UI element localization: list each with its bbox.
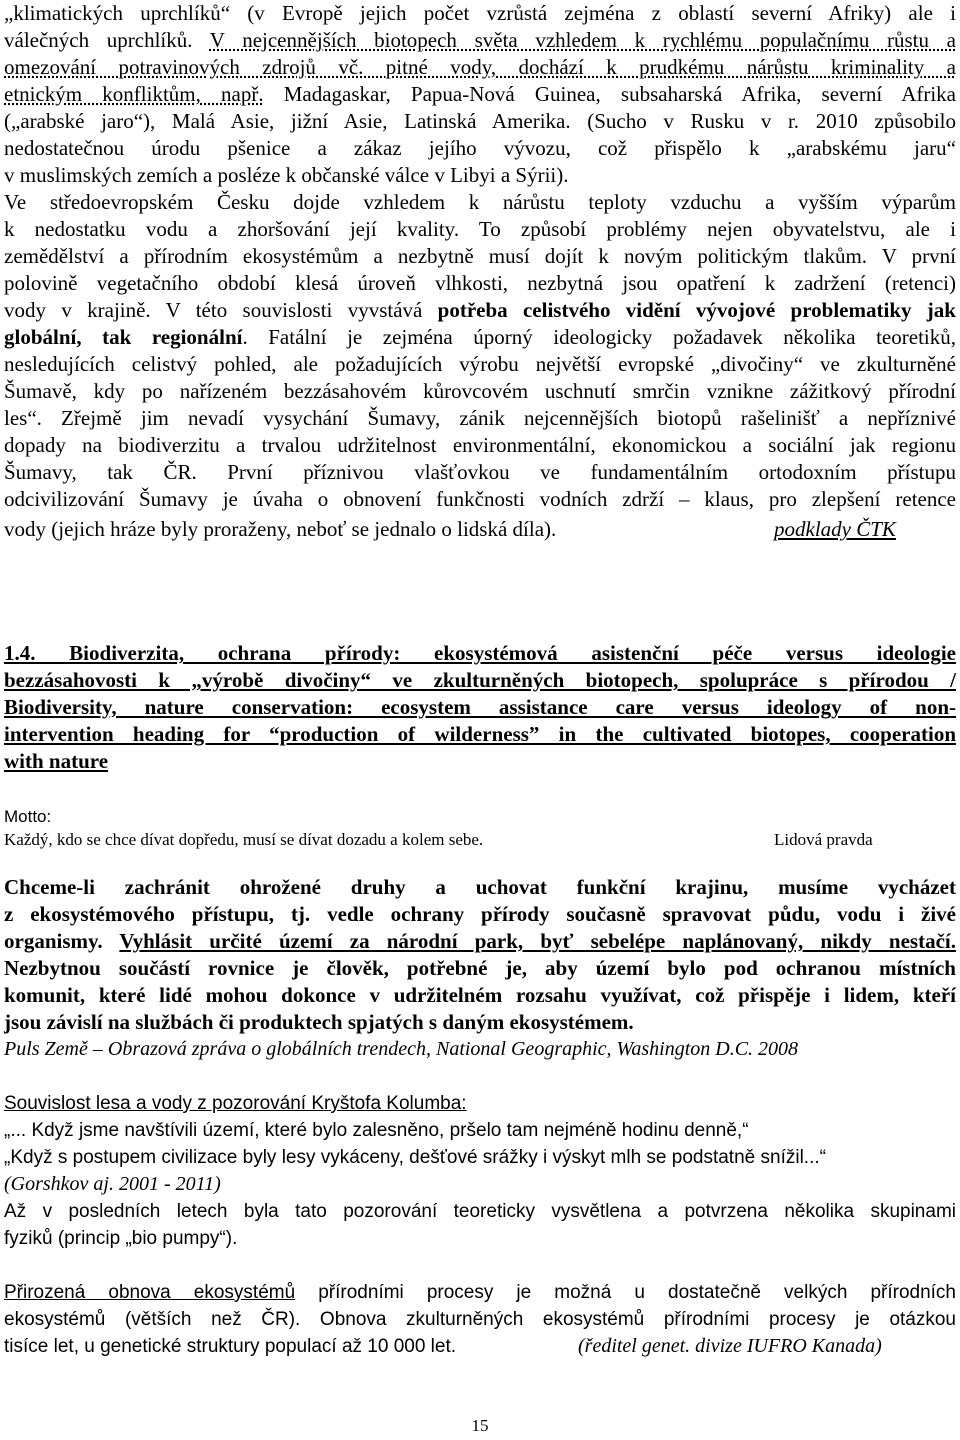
text-line: Nezbytnou součástí rovnice je člověk, potřebné je, aby území bylo pod ochranou místních [4,956,956,980]
source-citation: podklady ČTK [774,517,896,541]
subsection-title: Souvislost lesa a vody z pozorování Kryštofa Kolumba: [4,1093,467,1114]
motto-text: Každý, kdo se chce dívat dopředu, musí se dívat dozadu a kolem sebe. [4,830,484,849]
section-heading: intervention heading for “production of wilderness” in the cultivated biotopes, cooperation [4,722,956,746]
source-citation: Puls Země – Obrazová zpráva o globálních trendech, National Geographic, Washington D.C. 2008 [4,1038,799,1060]
text-line: Šumavě, kdy po nařízeném bezzásahovém kůrovcovém uschnutí smrčin vznikne zážitkový přírodní [4,379,956,403]
source-citation: (ředitel genet. divize IUFRO Kanada) [578,1335,882,1357]
text-line: odcivilizování Šumavy je úvaha o obnovení funkčnosti vodních zdrží – klaus, pro zlepšení retence [4,487,956,511]
motto-source: Lidová pravda [774,830,873,849]
text-line: les“. Zřejmě jim nevadí vysychání Šumavy, zánik nejcennějších biotopů rašelinišť a nepříznivé [4,406,956,430]
text-line: Ve středoevropském Česku dojde vzhledem k nárůstu teploty vzduchu a vyšším výparům [4,190,956,214]
text-line: („arabské jaro“), Malá Asie, jižní Asie, Latinská Amerika. (Sucho v Rusku v r. 2010 způsobilo [4,109,956,133]
text-line: nedostatečnou úrodu pšenice a zákaz jejího vývozu, což přispělo k „arabskému jaru“ [4,136,956,160]
text-line: globální, tak regionální. Fatální je zejména úporný ideologicky požadavek několika teoretiků, [4,325,956,349]
text-line: válečných uprchlíků. V nejcennějších biotopech světa vzhledem k rychlému populačnímu růstu a [4,28,956,52]
section-heading: Biodiversity, nature conservation: ecosystem assistance care versus ideology of non- [4,695,956,719]
text-line: tisíce let, u genetické struktury populací až 10 000 let. [4,1336,457,1357]
text-line: jsou závislí na službách či produktech spjatých s daným ekosystémem. [4,1010,634,1034]
text-line: Chceme-li zachránit ohrožené druhy a uchovat funkční krajinu, musíme vycházet [4,875,956,899]
text-line: etnickým konfliktům, např. Madagaskar, Papua-Nová Guinea, subsaharská Afrika, severní Afrika [4,82,956,106]
text-line: Až v posledních letech byla tato pozorování teoreticky vysvětlena a potvrzena několika skupinami [4,1201,956,1222]
text-line: komunit, které lidé mohou dokonce v udržitelném rozsahu využívat, což přispěje i lidem, kteří [4,983,956,1007]
text-line: organismy. Vyhlásit určité území za národní park, byť sebelépe naplánovaný, nikdy nestačí. [4,929,956,953]
quote-line: „... Když jsme navštívili území, které bylo zalesněno, pršelo tam nejméně hodinu denně,“ [4,1120,749,1141]
text-line: zemědělství a přírodním ekosystémům a nezbytně musí dojít k novým politickým tlakům. V první [4,244,956,268]
source-citation: (Gorshkov aj. 2001 - 2011) [4,1173,221,1195]
text-line: ekosystémů (větších než ČR). Obnova zkulturněných ekosystémů přírodními procesy je otázkou [4,1309,956,1330]
text-line: Šumavy, tak ČR. První příznivou vlašťovkou ve fundamentálním ortodoxním přístupu [4,460,956,484]
section-heading: bezzásahovosti k „výrobě divočiny“ ve zkulturněných biotopech, spolupráce s přírodou / [4,668,956,692]
text-line: polovině vegetačního období klesá úroveň vlhkosti, nezbytná jsou opatření k zadržení (retenci) [4,271,956,295]
text-line: Přirozená obnova ekosystémů přírodními procesy je možná u dostatečně velkých přírodních [4,1282,957,1303]
section-heading: with nature [4,749,109,773]
motto-label: Motto: [4,807,52,826]
text-line: „klimatických uprchlíků“ (v Evropě jejich počet vzrůstá zejména z oblastí severní Afriky) ale i [4,1,956,25]
text-line: nesledujících celistvý pohled, ale požadujících výrobu největší evropské „divočiny“ ve zkulturněné [4,352,956,376]
text-line: v muslimských zemích a posléze k občanské válce v Libyi a Sýrii). [4,163,569,187]
quote-line: „Když s postupem civilizace byly lesy vykáceny, dešťové srážky i výskyt mlh se podstatně snížil...“ [4,1147,826,1168]
text-line: vody (jejich hráze byly proraženy, neboť se jednalo o lidská díla). [4,517,557,541]
text-line: omezování potravinových zdrojů vč. pitné vody, dochází k prudkému nárůstu kriminality a [4,55,956,79]
text-line: z ekosystémového přístupu, tj. vedle ochrany přírody současně spravovat půdu, vodu i živé [4,902,956,926]
text-line: dopady na biodiverzitu a trvalou udržitelnost environmentální, ekonomickou a sociální jak regionu [4,433,956,457]
text-line: vody v krajině. V této souvislosti vyvstává potřeba celistvého vidění vývojové problematiky jak [4,298,956,322]
section-heading: 1.4. Biodiverzita, ochrana přírody: ekosystémová asistenční péče versus ideologie [4,641,956,665]
text-line: fyziků (princip „bio pumpy“). [4,1228,238,1249]
page-number: 15 [471,1416,489,1435]
text-line: k nedostatku vodu a zhoršování její kvality. To způsobí problémy nejen obyvatelstvu, ale i [4,217,956,241]
